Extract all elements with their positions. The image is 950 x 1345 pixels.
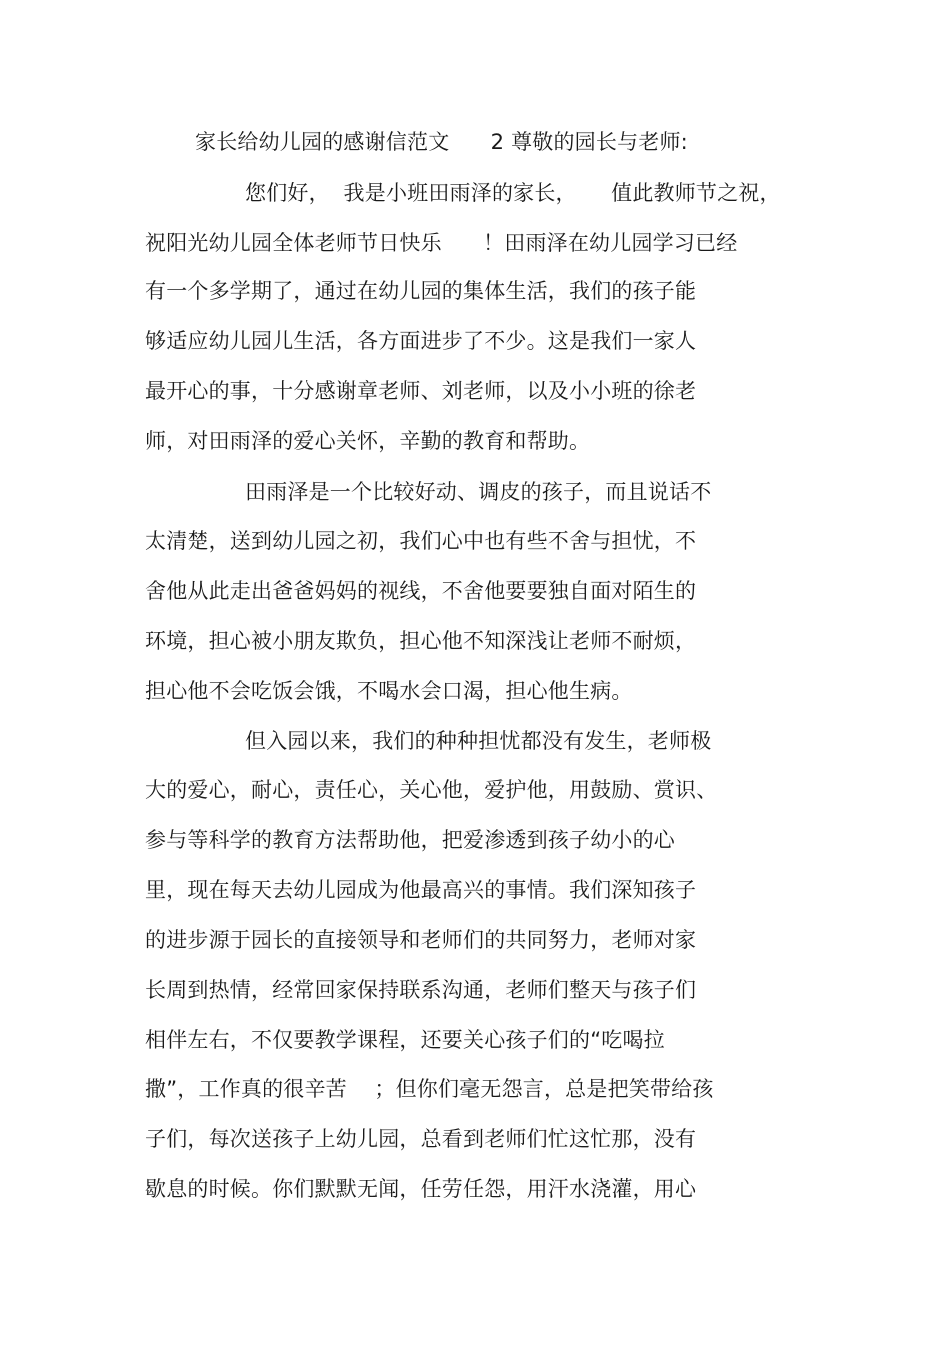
paragraph-line: 祝阳光幼儿园全体老师节日快乐 ！田雨泽在幼儿园学习已经: [145, 231, 738, 255]
paragraph-line: 歇息的时候。你们默默无闻，任劳任怨，用汗水浇灌，用心: [145, 1177, 697, 1201]
paragraph-line: 您们好， 我是小班田雨泽的家长， 值此教师节之祝，: [245, 181, 781, 205]
paragraph-line: 大的爱心，耐心，责任心，关心他，爱护他，用鼓励、赏识、: [145, 778, 718, 802]
paragraph-line: 担心他不会吃饭会饿，不喝水会口渴，担心他生病。: [145, 679, 633, 703]
paragraph-line: 参与等科学的教育方法帮助他，把爱渗透到孩子幼小的心: [145, 828, 675, 852]
paragraph-line: 太清楚，送到幼儿园之初，我们心中也有些不舍与担忧，不: [145, 529, 697, 553]
paragraph-line: 但入园以来，我们的种种担忧都没有发生，老师极: [245, 729, 712, 753]
paragraph-line: 师，对田雨泽的爱心关怀，辛勤的教育和帮助。: [145, 429, 591, 453]
paragraph-line: 里，现在每天去幼儿园成为他最高兴的事情。我们深知孩子: [145, 878, 697, 902]
paragraph-line: 的进步源于园长的直接领导和老师们的共同努力，老师对家: [145, 928, 697, 952]
paragraph-line: 撒”，工作真的很辛苦 ；但你们毫无怨言，总是把笑带给孩: [145, 1077, 714, 1101]
paragraph-line: 有一个多学期了，通过在幼儿园的集体生活，我们的孩子能: [145, 279, 697, 303]
paragraph-line: 舍他从此走出爸爸妈妈的视线，不舍他要要独自面对陌生的: [145, 579, 697, 603]
paragraph-line: 田雨泽是一个比较好动、调皮的孩子，而且说话不: [245, 480, 712, 504]
paragraph-line: 够适应幼儿园儿生活，各方面进步了不少。这是我们一家人: [145, 329, 697, 353]
paragraph-line: 最开心的事，十分感谢章老师、刘老师，以及小小班的徐老: [145, 379, 697, 403]
paragraph-line: 环境，担心被小朋友欺负，担心他不知深浅让老师不耐烦，: [145, 629, 697, 653]
letter-title: 家长给幼儿园的感谢信范文 2 尊敬的园长与老师:: [195, 130, 688, 154]
paragraph-line: 长周到热情，经常回家保持联系沟通，老师们整天与孩子们: [145, 978, 697, 1002]
paragraph-line: 子们，每次送孩子上幼儿园，总看到老师们忙这忙那，没有: [145, 1127, 697, 1151]
paragraph-line: 相伴左右，不仅要教学课程，还要关心孩子们的“吃喝拉: [145, 1028, 665, 1052]
